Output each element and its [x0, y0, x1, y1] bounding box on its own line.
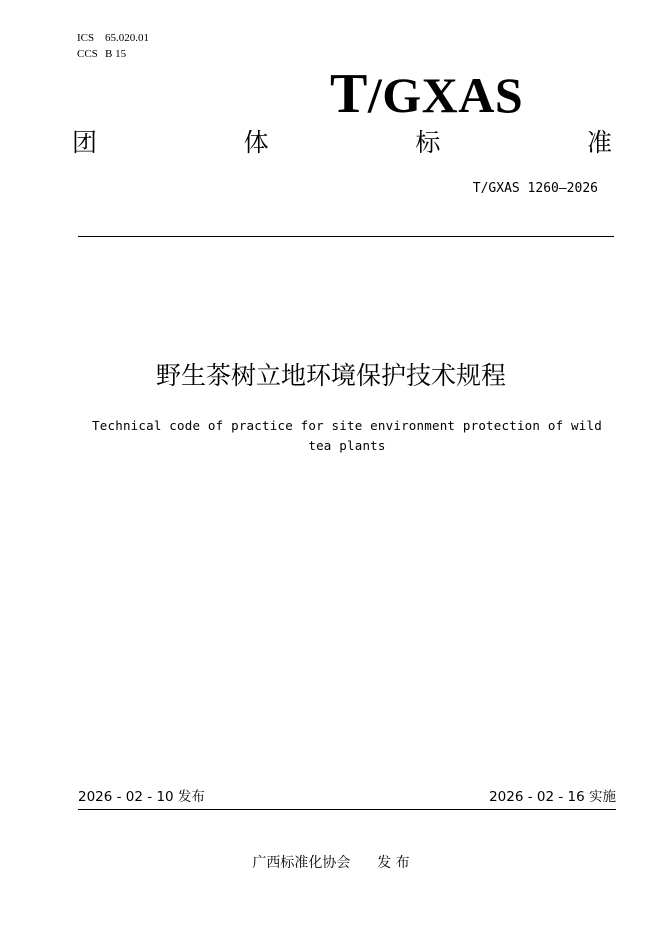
classification-codes [77, 30, 149, 62]
footer-divider [78, 809, 616, 810]
standard-kind-char: 体 [243, 128, 269, 157]
ccs-code [77, 46, 149, 62]
effective-date: 2026 - 02 - 16 实施 [489, 789, 616, 805]
title-chinese: 野生茶树立地环境保护技术规程 [155, 361, 506, 390]
title-english: Technical code of practice for site environment protection of wild tea plants [92, 418, 602, 453]
ics-code [77, 30, 149, 46]
header-divider [78, 236, 614, 237]
publisher-action: 发 布 [377, 855, 410, 871]
standard-kind-char: 准 [586, 128, 612, 157]
publisher-line [0, 852, 662, 874]
issue-date: 2026 - 02 - 10 发布 [78, 789, 205, 805]
document-number: T/GXAS 1260—2026 [472, 181, 598, 196]
ccs-value: B 15 [105, 48, 127, 60]
brand-rest: /GXAS [367, 67, 524, 123]
publisher-org: 广西标准化协会 [252, 855, 351, 871]
standard-kind [72, 126, 612, 160]
dates-row [78, 787, 616, 807]
ics-value: 65.020.01 [105, 32, 149, 44]
standard-brand-logo [330, 63, 524, 125]
standard-kind-char: 标 [415, 128, 441, 157]
ccs-label: CCS [77, 48, 98, 60]
ics-label: ICS [77, 32, 95, 44]
standard-kind-char: 团 [72, 128, 98, 157]
brand-prefix: T [330, 63, 368, 125]
